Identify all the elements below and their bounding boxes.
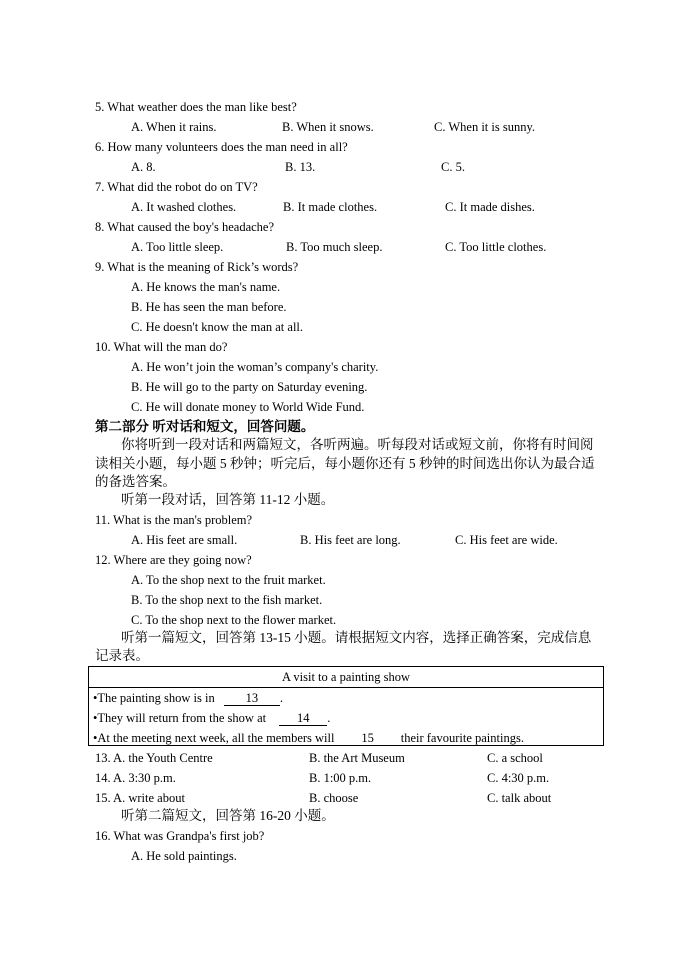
table-row-2-text: •They will return from the show at	[93, 711, 267, 725]
question-8-stem: 8. What caused the boy's headache?	[95, 220, 275, 234]
q12-option-c: C. To the shop next to the flower market.	[131, 613, 337, 627]
part2-heading: 第二部分 听对话和短文，回答问题。	[95, 419, 315, 434]
table-row-1-text: •The painting show is in	[93, 691, 215, 705]
q13-option-a: 13. A. the Youth Centre	[95, 751, 213, 765]
part2-intro-line1: 你将听到一段对话和两篇短文，各听两遍。听每段对话或短文前，你将有时间阅	[121, 437, 594, 452]
q14-option-a: 14. A. 3:30 p.m.	[95, 771, 176, 785]
q7-option-a: A. It washed clothes.	[131, 200, 237, 214]
table-row-3-text: •At the meeting next week, all the members will	[93, 731, 335, 745]
q12-option-b: B. To the shop next to the fish market.	[131, 593, 323, 607]
q5-option-a: A. When it rains.	[131, 120, 217, 134]
table-row-3-end: their favourite paintings.	[400, 731, 524, 745]
q10-option-a: A. He won’t join the woman’s company's charity.	[131, 360, 379, 374]
question-16-stem: 16. What was Grandpa's first job?	[95, 829, 265, 843]
question-5-stem: 5. What weather does the man like best?	[95, 100, 297, 114]
q11-option-b: B. His feet are long.	[300, 533, 401, 547]
q8-option-b: B. Too much sleep.	[286, 240, 383, 254]
table-row-3	[93, 730, 524, 746]
passage1-instruction-line1: 听第一篇短文，回答第 13-15 小题。请根据短文内容，选择正确答案，完成信息	[121, 630, 592, 645]
q14-option-c: C. 4:30 p.m.	[487, 771, 550, 785]
table-row-1-end: .	[279, 691, 283, 705]
q15-option-b: B. choose	[309, 791, 359, 805]
q6-option-c: C. 5.	[441, 160, 465, 174]
info-record-table	[88, 666, 604, 746]
q8-option-a: A. Too little sleep.	[131, 240, 224, 254]
q13-option-c: C. a school	[487, 751, 543, 765]
q12-option-a: A. To the shop next to the fruit market.	[131, 573, 326, 587]
table-row-2	[93, 710, 330, 726]
q9-option-a: A. He knows the man's name.	[131, 280, 281, 294]
table-title: A visit to a painting show	[89, 667, 603, 688]
q11-option-c: C. His feet are wide.	[455, 533, 558, 547]
q6-option-a: A. 8.	[131, 160, 156, 174]
passage1-instruction-line2: 记录表。	[95, 648, 149, 663]
part2-intro-line2: 读相关小题，每小题 5 秒钟；听完后，每小题你还有 5 秒钟的时间选出你认为最合适	[95, 456, 595, 471]
part2-intro-line3: 的备选答案。	[95, 474, 176, 489]
q9-option-b: B. He has seen the man before.	[131, 300, 287, 314]
q5-option-c: C. When it is sunny.	[434, 120, 536, 134]
q11-option-a: A. His feet are small.	[131, 533, 238, 547]
q15-option-c: C. talk about	[487, 791, 552, 805]
passage2-instruction: 听第二篇短文，回答第 16-20 小题。	[121, 808, 335, 823]
q7-option-b: B. It made clothes.	[283, 200, 378, 214]
dialog-instruction: 听第一段对话，回答第 11-12 小题。	[121, 492, 335, 507]
q7-option-c: C. It made dishes.	[445, 200, 535, 214]
question-6-stem: 6. How many volunteers does the man need in all?	[95, 140, 348, 154]
q14-option-b: B. 1:00 p.m.	[309, 771, 372, 785]
table-row-1	[93, 690, 283, 706]
q10-option-b: B. He will go to the party on Saturday evening.	[131, 380, 368, 394]
blank-15: 15	[344, 731, 392, 746]
q5-option-b: B. When it snows.	[282, 120, 374, 134]
q6-option-b: B. 13.	[285, 160, 316, 174]
blank-14: 14	[279, 711, 327, 726]
q8-option-c: C. Too little clothes.	[445, 240, 547, 254]
table-row-2-end: .	[327, 711, 331, 725]
q9-option-c: C. He doesn't know the man at all.	[131, 320, 304, 334]
question-12-stem: 12. Where are they going now?	[95, 553, 252, 567]
blank-13: 13	[224, 691, 280, 706]
question-10-stem: 10. What will the man do?	[95, 340, 228, 354]
question-7-stem: 7. What did the robot do on TV?	[95, 180, 258, 194]
question-9-stem: 9. What is the meaning of Rick’s words?	[95, 260, 299, 274]
q15-option-a: 15. A. write about	[95, 791, 185, 805]
q16-option-a: A. He sold paintings.	[131, 849, 237, 863]
question-11-stem: 11. What is the man's problem?	[95, 513, 253, 527]
q10-option-c: C. He will donate money to World Wide Fund.	[131, 400, 365, 414]
q13-option-b: B. the Art Museum	[309, 751, 405, 765]
